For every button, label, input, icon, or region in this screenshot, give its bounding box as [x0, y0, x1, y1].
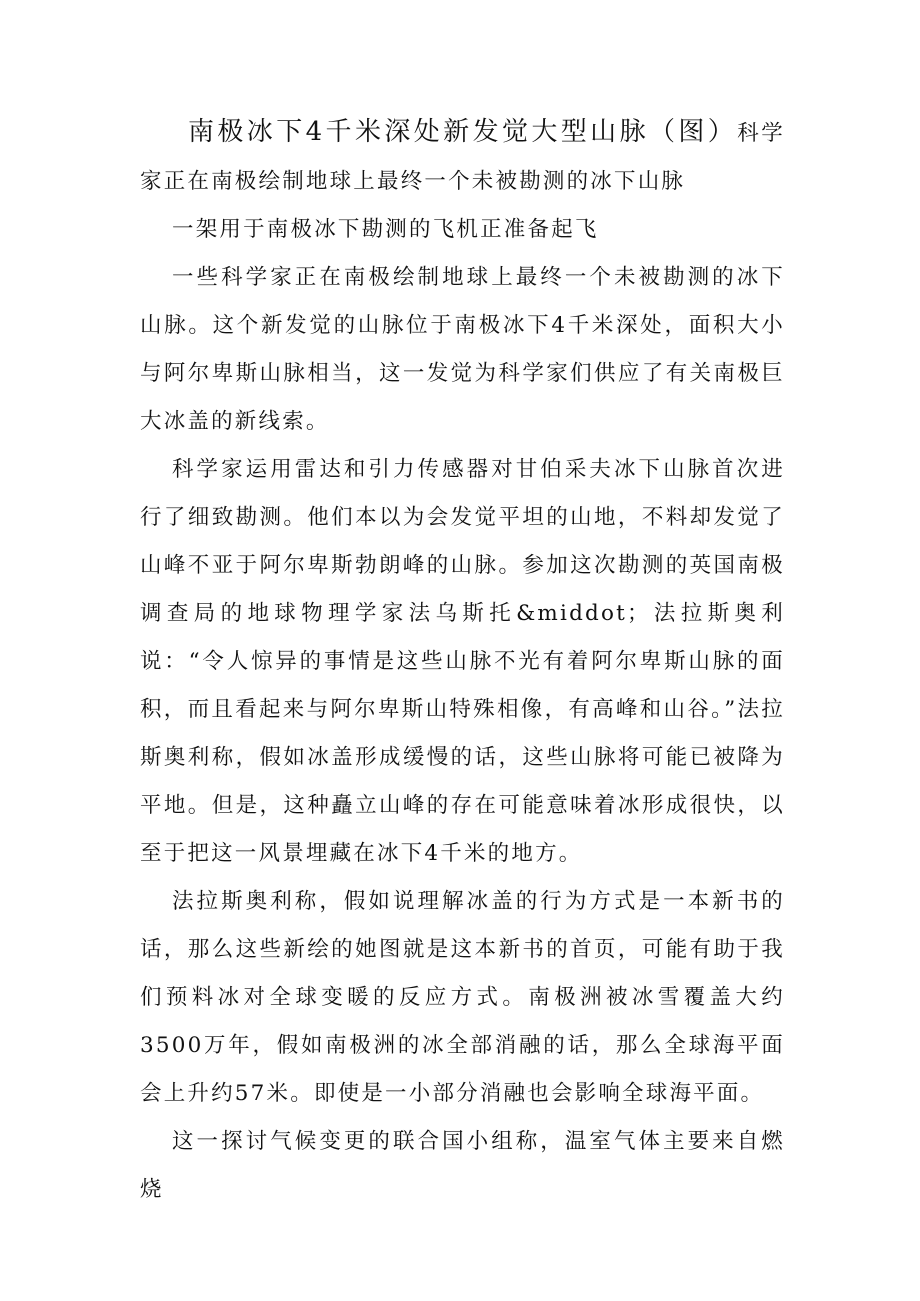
lead-text: 科学家正在南极绘制地球上最终一个未被勘测的冰下山脉 [140, 121, 785, 194]
title-paragraph [140, 108, 785, 206]
paragraph-2: 科学家运用雷达和引力传感器对甘伯采夫冰下山脉首次进行了细致勘测。他们本以为会发觉平坦的山地，不料却发觉了山峰不亚于阿尔卑斯勃朗峰的山脉。参加这次勘测的英国南极调查局的地球物理学家法乌斯托&middot；法拉斯奥利说：“令人惊异的事情是这些山脉不光有着阿尔卑斯山脉的面积，而且看起来与阿尔卑斯山特殊相像，有高峰和山谷。”法拉斯奥利称，假如冰盖形成缓慢的话，这些山脉将可能已被降为平地。但是，这种矗立山峰的存在可能意味着冰形成很快，以至于把这一风景埋藏在冰下4千米的地方。 [140, 457, 785, 866]
paragraph-3: 法拉斯奥利称，假如说理解冰盖的行为方式是一本新书的话，那么这些新绘的她图就是这本新书的首页，可能有助于我们预料冰对全球变暖的反应方式。南极洲被冰雪覆盖大约3500万年，假如南极洲的冰全部消融的话，那么全球海平面会上升约57米。即使是一小部分消融也会影响全球海平面。 [140, 889, 785, 1106]
photo-caption: 一架用于南极冰下勘测的飞机正准备起飞 [172, 217, 599, 242]
paragraph-1: 一些科学家正在南极绘制地球上最终一个未被勘测的冰下山脉。这个新发觉的山脉位于南极冰下4千米深处，面积大小与阿尔卑斯山脉相当，这一发觉为科学家们供应了有关南极巨大冰盖的新线索。 [140, 265, 785, 434]
document-body [140, 108, 785, 1214]
document-title: 南极冰下4千米深处新发觉大型山脉（图） [188, 117, 738, 147]
paragraph-4: 这一探讨气候变更的联合国小组称，温室气体主要来自燃烧 [140, 1129, 785, 1202]
